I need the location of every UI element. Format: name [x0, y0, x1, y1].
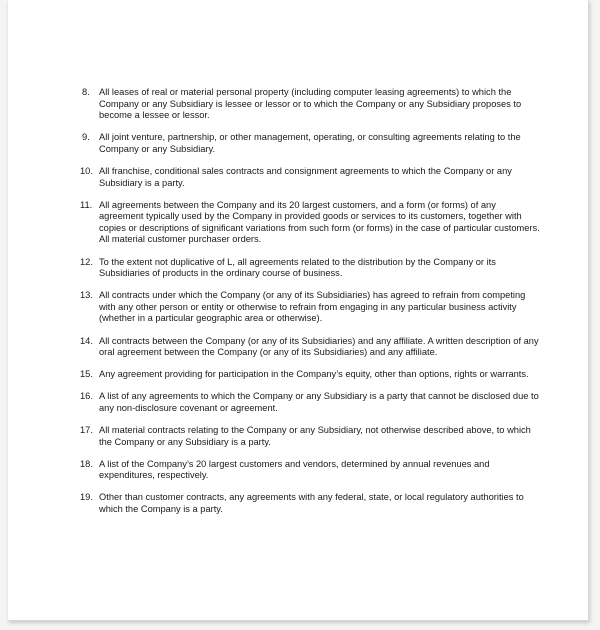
item-number: 15. [80, 369, 93, 380]
item-number: 17. [80, 424, 93, 435]
list-item [80, 425, 540, 448]
list-item [80, 336, 540, 359]
item-number: 13. [80, 290, 93, 301]
item-text: All agreements between the Company and its 20 largest customers, and a form (or forms) of any agreement typically used by the Company in provided goods or services to its customers, together with copies or descriptions of significant variations from such form (or forms) in the case of particular customers. All material customer purchaser orders. [99, 199, 540, 245]
item-text: Other than customer contracts, any agreements with any federal, state, or local regulatory authorities to which the Company is a party. [99, 492, 524, 514]
document-page [8, 0, 589, 621]
item-number: 11. [80, 199, 93, 210]
item-number: 9. [82, 132, 90, 143]
item-number: 12. [80, 256, 93, 267]
item-number: 18. [80, 458, 93, 469]
item-number: 10. [80, 165, 93, 176]
item-text: All franchise, conditional sales contracts and consignment agreements to which the Company or any Subsidiary is a party. [99, 165, 512, 188]
list-item [80, 459, 540, 482]
item-text: To the extent not duplicative of L, all agreements related to the distribution by the Company or its Subsidiaries of products in the ordinary course of business. [99, 256, 496, 279]
item-text: All joint venture, partnership, or other management, operating, or consulting agreements relating to the Company or any Subsidiary. [99, 132, 521, 154]
item-text: Any agreement providing for participation in the Company’s equity, other than options, rights or warrants. [99, 369, 529, 380]
numbered-list [80, 87, 540, 526]
list-item [80, 87, 540, 122]
item-text: All contracts between the Company (or any of its Subsidiaries) and any affiliate. A written description of any oral agreement between the Company (or any of its Subsidiaries) and any affiliate. [99, 335, 539, 358]
list-item [80, 391, 540, 414]
list-item [80, 166, 540, 189]
item-text: All leases of real or material personal property (including computer leasing agreements) to which the Company or any Subsidiary is lessee or lessor or to which the Company or any Subsidiary proposes to become a lessee or lessor. [99, 87, 522, 121]
item-text: A list of any agreements to which the Company or any Subsidiary is a party that cannot be disclosed due to any non-disclosure covenant or agreement. [99, 391, 539, 413]
list-item [80, 369, 540, 381]
item-number: 8. [82, 87, 90, 97]
item-text: All contracts under which the Company (or any of its Subsidiaries) has agreed to refrain from competing with any other person or entity or otherwise to refrain from engaging in any particular business activity (whether in a particular geographic area or otherwise). [99, 290, 526, 324]
list-item [80, 492, 540, 515]
item-number: 16. [80, 391, 93, 402]
list-item [80, 200, 540, 246]
item-number: 19. [80, 492, 93, 503]
list-item [80, 290, 540, 325]
item-text: A list of the Company’s 20 largest customers and vendors, determined by annual revenues and expenditures, respectively. [99, 458, 490, 481]
list-item [80, 257, 540, 280]
item-text: All material contracts relating to the Company or any Subsidiary, not otherwise described above, to which the Company or any Subsidiary is a party. [99, 424, 531, 447]
item-number: 14. [80, 335, 93, 346]
list-item [80, 132, 540, 155]
